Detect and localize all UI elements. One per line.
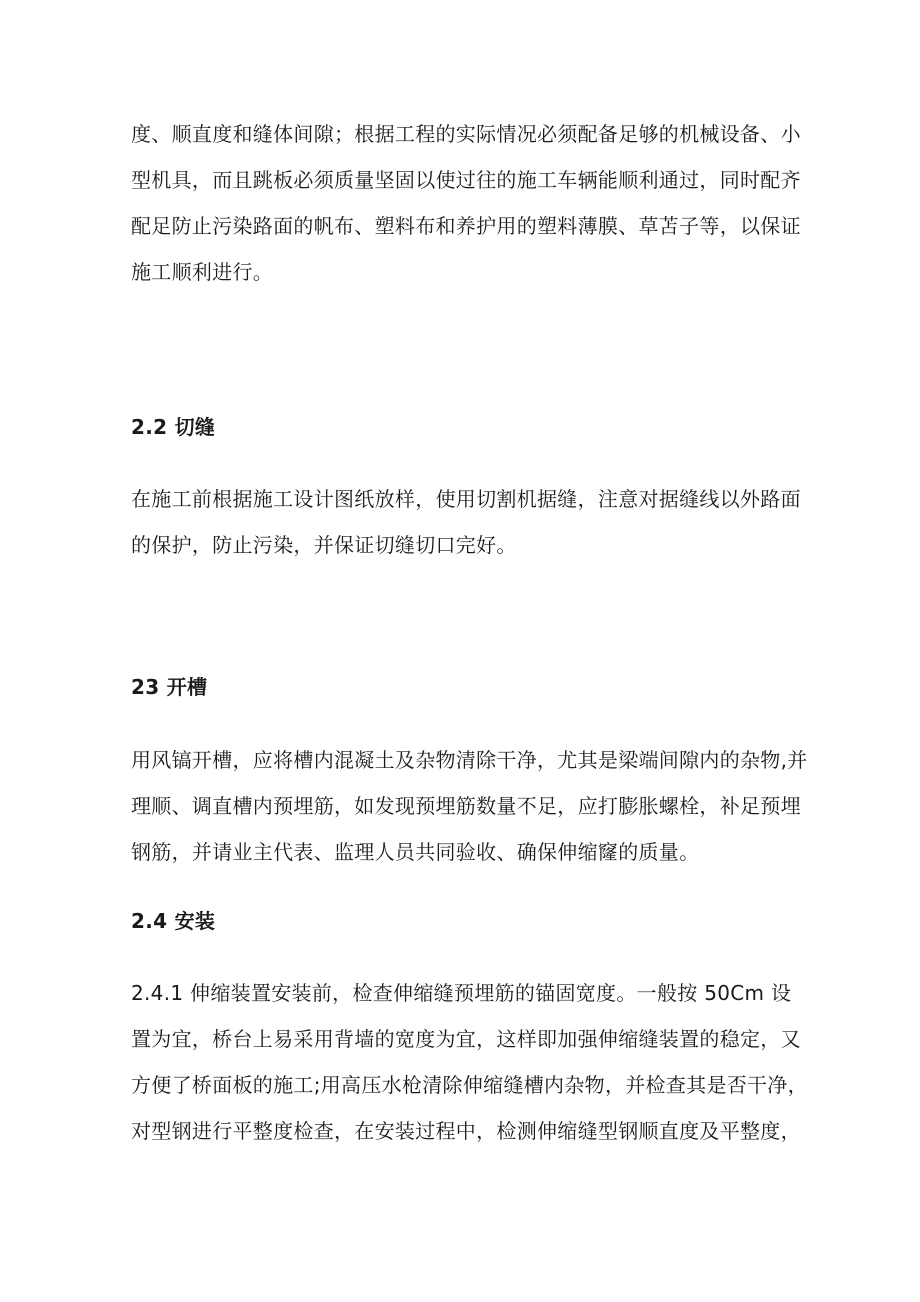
paragraph-construction-prep [131,111,801,295]
text-line: 2.4.1 伸缩装置安装前，检查伸缩缝预埋筋的锚固宽度。一般按 50Cm 设 [131,981,792,1005]
section-heading-2-4: 2.4 安装 [131,909,216,933]
text-line: 施工顺利进行。 [131,260,274,284]
text-line: 用风镐开槽，应将槽内混凝土及杂物清除干净，尤其是梁端间隙内的杂物,并 [131,748,808,772]
text-line: 对型钢进行平整度检查，在安装过程中，检测伸缩缝型钢顺直度及平整度， [131,1119,801,1143]
paragraph-cutting [131,476,801,568]
text-line: 在施工前根据施工设计图纸放样，使用切割机据缝，注意对据缝线以外路面 [131,487,801,511]
text-line: 理顺、调直槽内预埋筋，如发现预埋筋数量不足，应打膨胀螺栓，补足预埋 [131,794,801,818]
text-line: 的保护，防止污染，并保证切缝切口完好。 [131,533,517,557]
section-heading-2-3: 23 开槽 [131,675,208,699]
text-line: 配足防止污染路面的帆布、塑料布和养护用的塑料薄膜、草苫子等，以保证 [131,214,801,238]
text-line: 置为宜，桥台上易采用背墙的宽度为宜，这样即加强伸缩缝装置的稳定，又 [131,1027,801,1051]
paragraph-grooving [131,737,808,875]
paragraph-installation [131,970,808,1154]
text-line: 钢筋，并请业主代表、监理人员共同验收、确保伸缩窿的质量。 [131,840,700,864]
text-line: 型机具，而且跳板必须质量坚固以使过往的施工车辆能顺利通过，同时配齐 [131,168,801,192]
text-line: 方便了桥面板的施工;用高压水枪清除伸缩缝槽内杂物，并检查其是否干净， [131,1073,808,1097]
text-line: 度、顺直度和缝体间隙；根据工程的实际情况必须配备足够的机械设备、小 [131,122,801,146]
section-heading-2-2: 2.2 切缝 [131,415,216,439]
